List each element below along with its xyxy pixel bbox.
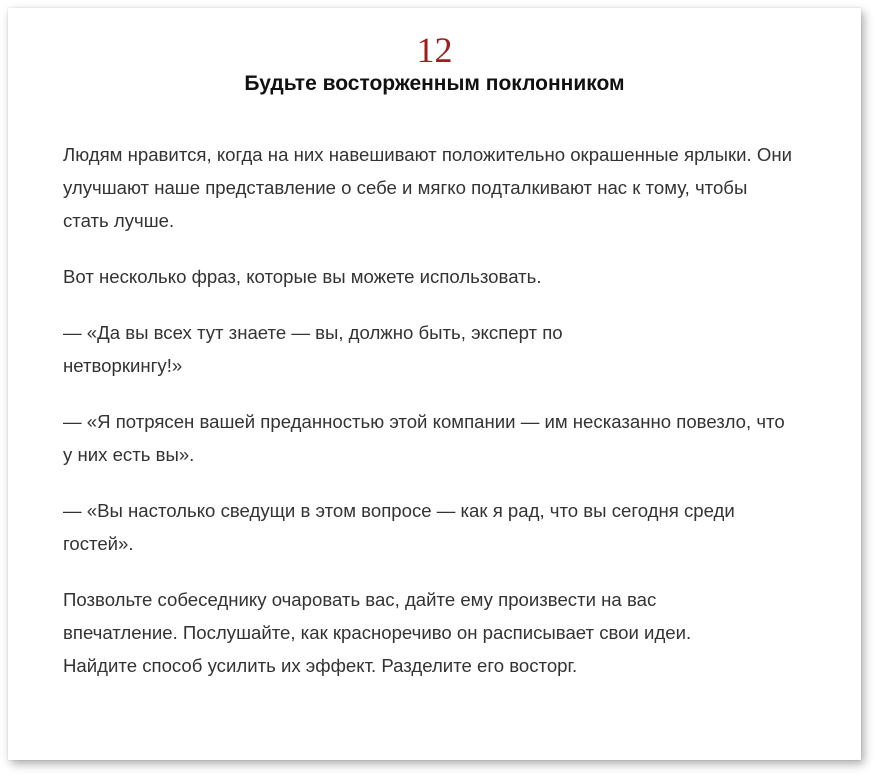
paragraph-phrases-lead: Вот несколько фраз, которые вы можете использовать. xyxy=(63,266,542,287)
quote-dedication: — «Я потрясен вашей преданностью этой компании — им несказанно повезло, что у них есть вы». xyxy=(63,411,785,465)
page-card xyxy=(8,8,861,760)
body-text xyxy=(63,138,793,705)
chapter-number: 12 xyxy=(416,30,453,70)
chapter-title: Будьте восторженным поклонником xyxy=(244,72,625,95)
paragraph-conclusion: Позвольте собеседнику очаровать вас, дайте ему произвести на вас впечатление. Послушайте, как красноречиво он расписывает свои идеи. Найдите способ усилить их эффект. Разделите его восторг. xyxy=(63,589,692,676)
quote-networking: — «Да вы всех тут знаете — вы, должно быть, эксперт по нетворкингу!» xyxy=(63,322,563,376)
quote-expertise: — «Вы настолько сведущи в этом вопросе — как я рад, что вы сегодня среди гостей». xyxy=(63,500,735,554)
paragraph-intro: Людям нравится, когда на них навешивают положительно окрашенные ярлыки. Они улучшают наше представление о себе и мягко подталкивают нас к тому, чтобы стать лучше. xyxy=(63,144,792,231)
